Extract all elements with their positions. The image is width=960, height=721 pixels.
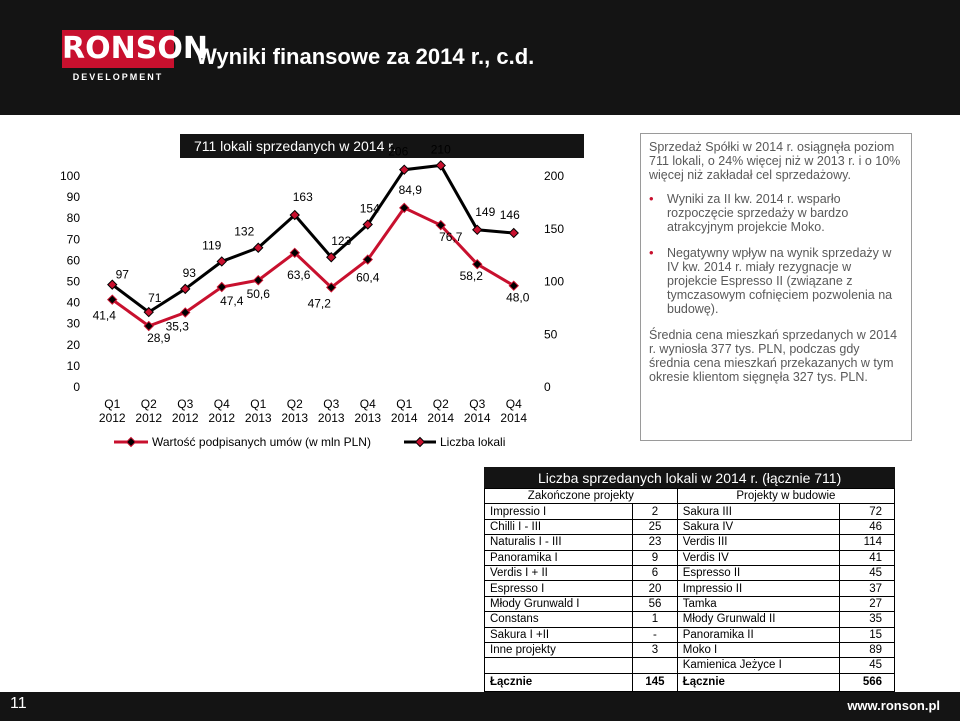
y-right-tick-label: 150	[544, 221, 565, 236]
y-left-tick-label: 30	[66, 316, 80, 331]
total-ongoing-value: 566	[840, 673, 895, 691]
info-intro: Sprzedaż Spółki w 2014 r. osiągnęła poziom 711 lokali, o 24% więcej niż w 2013 r. i o 10% więcej niż zakładał cel sprzedażowy.	[649, 140, 901, 182]
bullet-icon: •	[649, 245, 654, 260]
x-tick-label: 2014	[427, 411, 455, 425]
ongoing-project-count: 37	[840, 581, 895, 596]
completed-project-count: -	[633, 627, 678, 642]
x-tick-label: Q2	[140, 397, 157, 411]
y-left-tick-label: 80	[66, 211, 80, 226]
data-label: 28,9	[147, 331, 171, 346]
ongoing-project-name: Panoramika II	[677, 627, 839, 642]
data-label: 154	[359, 201, 380, 216]
table-row	[485, 642, 895, 657]
data-label: 63,6	[287, 267, 311, 282]
table-row	[485, 550, 895, 565]
x-tick-label: 2013	[317, 411, 345, 425]
table-row	[485, 581, 895, 596]
data-label: 60,4	[356, 270, 380, 285]
table-row	[485, 535, 895, 550]
data-label: 41,4	[92, 308, 116, 323]
data-label: 76,7	[439, 230, 463, 245]
table-row	[485, 612, 895, 627]
completed-project-count: 20	[633, 581, 678, 596]
table-header-row	[485, 489, 895, 504]
completed-project-name: Sakura I +II	[485, 627, 633, 642]
total-ongoing-label: Łącznie	[677, 673, 839, 691]
y-left-tick-label: 10	[66, 358, 80, 373]
ongoing-project-name: Impressio II	[677, 581, 839, 596]
ongoing-project-name: Tamka	[677, 596, 839, 611]
table-row	[485, 504, 895, 519]
ongoing-project-name: Kamienica Jeżyce I	[677, 658, 839, 673]
table-title: Liczba sprzedanych lokali w 2014 r. (łącznie 711)	[484, 467, 895, 489]
ongoing-project-count: 41	[840, 550, 895, 565]
page-title: Wyniki finansowe za 2014 r., c.d.	[196, 44, 535, 69]
x-tick-label: 2014	[390, 411, 418, 425]
legend-marker-contract-value	[127, 438, 136, 447]
x-tick-label: 2013	[281, 411, 309, 425]
ongoing-project-count: 46	[840, 519, 895, 534]
data-label: 123	[331, 234, 352, 249]
ongoing-project-count: 72	[840, 504, 895, 519]
x-tick-label: 2013	[354, 411, 382, 425]
ongoing-project-name: Sakura III	[677, 504, 839, 519]
bullet-icon: •	[649, 191, 654, 206]
x-tick-label: Q4	[505, 397, 522, 411]
x-tick-label: 2012	[171, 411, 199, 425]
data-label: 132	[234, 224, 255, 239]
x-tick-label: 2012	[135, 411, 163, 425]
completed-project-name: Chilli I - III	[485, 519, 633, 534]
data-label: 35,3	[165, 319, 189, 334]
completed-project-count: 1	[633, 612, 678, 627]
x-tick-label: 2013	[244, 411, 272, 425]
data-label: 71	[148, 291, 162, 306]
ongoing-project-name: Verdis IV	[677, 550, 839, 565]
data-label: 50,6	[246, 287, 270, 302]
y-left-tick-label: 100	[59, 169, 80, 183]
completed-project-count: 3	[633, 642, 678, 657]
logo-subtitle: DEVELOPMENT	[72, 72, 164, 82]
table-row	[485, 519, 895, 534]
x-tick-label: Q3	[177, 397, 194, 411]
data-label: 210	[430, 142, 451, 157]
ronson-logo	[62, 30, 208, 86]
chart-svg	[44, 130, 604, 460]
ongoing-project-name: Verdis III	[677, 535, 839, 550]
data-label: 149	[475, 204, 496, 219]
data-label: 47,4	[220, 293, 244, 308]
y-left-tick-label: 90	[66, 190, 80, 205]
y-right-tick-label: 0	[544, 380, 551, 394]
data-label: 206	[388, 144, 409, 159]
data-label: 47,2	[307, 296, 331, 311]
data-label: 97	[115, 267, 129, 282]
ongoing-project-name: Sakura IV	[677, 519, 839, 534]
completed-project-count: 25	[633, 519, 678, 534]
y-left-tick-label: 70	[66, 232, 80, 247]
x-tick-label: Q2	[432, 397, 449, 411]
total-completed-label: Łącznie	[485, 673, 633, 691]
chart-title: 711 lokali sprzedanych w 2014 r.	[193, 138, 397, 154]
data-label: 146	[499, 207, 520, 222]
col-header-completed: Zakończone projekty	[485, 489, 678, 504]
legend-label-contract-value: Wartość podpisanych umów (w mln PLN)	[152, 435, 371, 449]
y-left-tick-label: 40	[66, 295, 80, 310]
x-tick-label: 2014	[463, 411, 491, 425]
ongoing-project-count: 45	[840, 565, 895, 580]
completed-project-name: Constans	[485, 612, 633, 627]
completed-project-count: 9	[633, 550, 678, 565]
info-bullet-text: Negatywny wpływ na wynik sprzedaży w IV kw. 2014 r. miały rezygnacje w projekcie Espresso II (związane z tymczasowym cofnięciem pozwolenia na budowę).	[667, 246, 893, 316]
logo-wordmark: RONSON	[62, 31, 208, 66]
data-label: 163	[292, 190, 313, 205]
y-right-tick-label: 100	[544, 274, 565, 289]
completed-project-name	[485, 658, 633, 673]
x-tick-label: Q3	[323, 397, 340, 411]
y-right-tick-label: 200	[544, 169, 565, 183]
x-tick-label: Q1	[396, 397, 413, 411]
ongoing-project-count: 89	[840, 642, 895, 657]
completed-project-name: Naturalis I - III	[485, 535, 633, 550]
y-left-tick-label: 60	[66, 253, 80, 268]
completed-project-count	[633, 658, 678, 673]
info-box	[640, 133, 912, 441]
ongoing-project-name: Moko I	[677, 642, 839, 657]
units-count-point	[509, 228, 518, 237]
sales-table	[484, 488, 895, 692]
website-link[interactable]: www.ronson.pl	[847, 698, 940, 713]
table-total-row	[485, 673, 895, 691]
footer-bar	[0, 692, 960, 721]
completed-project-name: Espresso I	[485, 581, 633, 596]
x-tick-label: Q3	[469, 397, 486, 411]
info-bullets	[649, 192, 903, 316]
x-tick-label: Q4	[213, 397, 230, 411]
completed-project-count: 23	[633, 535, 678, 550]
page-number: 11	[10, 695, 27, 712]
completed-project-name: Verdis I + II	[485, 565, 633, 580]
table-row	[485, 627, 895, 642]
x-tick-label: 2014	[500, 411, 528, 425]
ongoing-project-count: 27	[840, 596, 895, 611]
info-bullet-item	[649, 246, 903, 316]
table-row	[485, 658, 895, 673]
ongoing-project-count: 114	[840, 535, 895, 550]
x-tick-label: Q2	[286, 397, 303, 411]
completed-project-count: 56	[633, 596, 678, 611]
ongoing-project-name: Espresso II	[677, 565, 839, 580]
data-label: 58,2	[459, 269, 483, 284]
completed-project-name: Inne projekty	[485, 642, 633, 657]
info-bullet-item	[649, 192, 903, 234]
completed-project-name: Młody Grunwald I	[485, 596, 633, 611]
info-bullet-text: Wyniki za II kw. 2014 r. wsparło rozpoczęcie sprzedaży w bardzo atrakcyjnym projekcie Moko.	[667, 192, 849, 234]
data-label: 119	[202, 238, 222, 253]
y-right-tick-label: 50	[544, 327, 558, 342]
ongoing-project-count: 45	[840, 658, 895, 673]
data-label: 93	[182, 265, 196, 280]
legend-label-units-count: Liczba lokali	[440, 435, 506, 449]
completed-project-count: 6	[633, 565, 678, 580]
legend-marker-units-count	[416, 438, 425, 447]
completed-project-count: 2	[633, 504, 678, 519]
x-tick-label: Q1	[250, 397, 267, 411]
x-tick-label: 2012	[98, 411, 126, 425]
y-left-tick-label: 0	[73, 380, 80, 394]
ongoing-project-count: 15	[840, 627, 895, 642]
y-left-tick-label: 50	[66, 274, 80, 289]
data-label: 84,9	[398, 182, 422, 197]
table-row	[485, 565, 895, 580]
total-completed-value: 145	[633, 673, 678, 691]
completed-project-name: Panoramika I	[485, 550, 633, 565]
sales-chart	[44, 130, 604, 460]
col-header-in-progress: Projekty w budowie	[677, 489, 894, 504]
ongoing-project-name: Młody Grunwald II	[677, 612, 839, 627]
data-label: 48,0	[506, 290, 530, 305]
x-tick-label: 2012	[208, 411, 236, 425]
x-tick-label: Q4	[359, 397, 376, 411]
info-outro: Średnia cena mieszkań sprzedanych w 2014 r. wyniosła 377 tys. PLN, podczas gdy średnia cena mieszkań przekazanych w tym okresie klientom sięgnęła 327 tys. PLN.	[649, 328, 898, 384]
table-row	[485, 596, 895, 611]
x-tick-label: Q1	[104, 397, 121, 411]
completed-project-name: Impressio I	[485, 504, 633, 519]
y-left-tick-label: 20	[66, 337, 80, 352]
ongoing-project-count: 35	[840, 612, 895, 627]
